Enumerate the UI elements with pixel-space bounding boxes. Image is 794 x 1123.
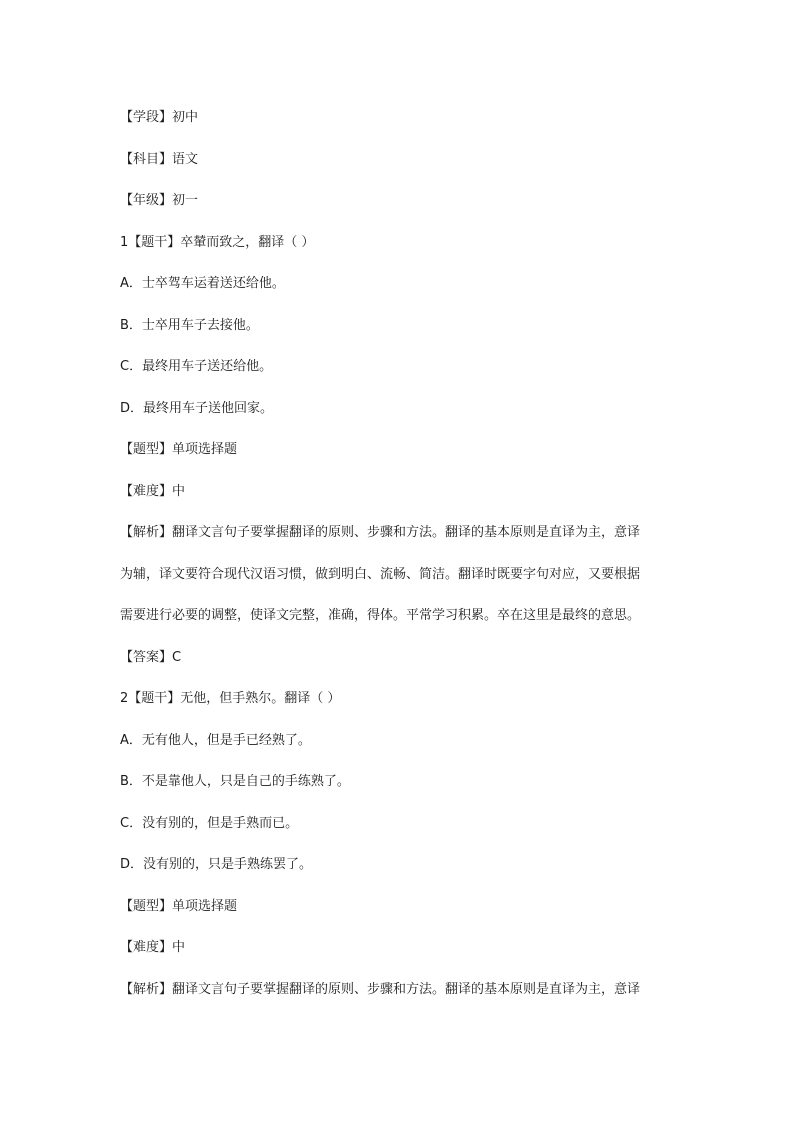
- question-2: [120, 689, 680, 1000]
- question-type: 【题型】单项选择题: [120, 442, 238, 457]
- analysis-line: 【解析】翻译文言句子要掌握翻译的原则、步骤和方法。翻译的基本原则是直译为主，意译: [120, 525, 641, 540]
- question-analysis: [120, 980, 680, 1000]
- stage-line: 【学段】初中: [120, 110, 199, 125]
- question-1: [120, 233, 680, 668]
- question-answer: 【答案】C: [120, 649, 182, 665]
- grade-line: 【年级】初一: [120, 193, 199, 208]
- option-a: A．士卒驾车运着送还给他。: [120, 276, 285, 291]
- option-c: C．最终用车子送还给他。: [120, 359, 273, 374]
- subject-line: 【科目】语文: [120, 151, 199, 167]
- option-d: D．最终用车子送他回家。: [120, 400, 274, 416]
- question-type: 【题型】单项选择题: [120, 898, 238, 914]
- option-d: D．没有别的，只是手熟练罢了。: [120, 857, 313, 872]
- question-difficulty: 【难度】中: [120, 483, 186, 499]
- question-stem: 1【题干】卒輦而致之，翻译（ ）: [120, 234, 315, 250]
- option-a: A．无有他人，但是手已经熟了。: [120, 732, 311, 748]
- analysis-line: 【解析】翻译文言句子要掌握翻译的原则、步骤和方法。翻译的基本原则是直译为主，意译: [120, 981, 641, 997]
- option-b: B．不是靠他人，只是自己的手练熟了。: [120, 774, 350, 789]
- analysis-line: 为辅，译文要符合现代汉语习惯，做到明白、流畅、简洁。翻译时既要字句对应，又要根据: [120, 566, 641, 582]
- option-c: C．没有别的，但是手熟而已。: [120, 815, 299, 831]
- question-analysis: [120, 523, 680, 626]
- option-b: B．士卒用车子去接他。: [120, 317, 259, 333]
- question-stem: 2【题干】无他，但手熟尔。翻译（ ）: [120, 691, 341, 706]
- document-page: [120, 108, 680, 1021]
- question-difficulty: 【难度】中: [120, 940, 186, 955]
- analysis-line: 需要进行必要的调整，使译文完整，准确，得体。平常学习积累。卒在这里是最终的意思。: [120, 608, 641, 623]
